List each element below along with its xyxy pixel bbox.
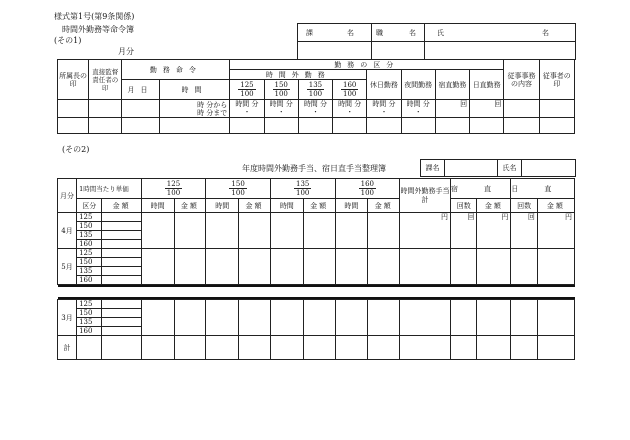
- omission-gap: [58, 287, 575, 297]
- col-time: 時間: [159, 80, 230, 100]
- ledger-name-box: [420, 159, 576, 177]
- col-overtime-total: 時間外勤務手当計: [400, 179, 451, 213]
- rate-135: $\frac{135}{100}$: [298, 80, 332, 100]
- rate2-135: $\frac{135}{100}$: [270, 179, 335, 199]
- ledger-title: 年度時間外勤務手当、宿日直手当整理簿: [242, 164, 386, 173]
- form-number: 様式第1号(第9条関係): [54, 12, 135, 21]
- info-box: [297, 23, 576, 60]
- part2-label: (その2): [62, 145, 90, 154]
- month-label: 月分: [118, 47, 134, 56]
- night-cell[interactable]: 時間 分 ・: [401, 100, 435, 118]
- rate2-150: $\frac{150}{100}$: [206, 179, 271, 199]
- month-april: 4月: [58, 213, 77, 249]
- rate2-125: $\frac{125}{100}$: [141, 179, 206, 199]
- rate-125: $\frac{125}{100}$: [230, 80, 264, 100]
- info-ka-value[interactable]: [298, 42, 372, 60]
- month-march: 3月: [58, 300, 77, 336]
- ot125-cell[interactable]: 時間 分 ・: [230, 100, 264, 118]
- worker-stamp-cell[interactable]: [539, 100, 574, 118]
- col-shuku: 宿直勤務: [435, 70, 469, 100]
- kamei-value[interactable]: [445, 160, 498, 177]
- info-ka: 課 名: [298, 24, 372, 42]
- col-content: 従事事務の内容: [504, 60, 539, 100]
- info-shoku: 職 名: [372, 24, 425, 42]
- holiday-cell[interactable]: 時間 分 ・: [367, 100, 401, 118]
- info-name-value[interactable]: [425, 42, 576, 60]
- col-shuku: 宿直: [450, 179, 510, 199]
- date-cell[interactable]: [122, 100, 159, 118]
- col-supervisor-stamp: 直接監督責任者の印: [89, 60, 122, 100]
- col-worker-stamp: 従事者の印: [539, 60, 574, 100]
- form-title: 時間外勤務等命令簿: [62, 25, 134, 34]
- rate-160: $\frac{160}{100}$: [333, 80, 367, 100]
- rate-150: $\frac{150}{100}$: [264, 80, 298, 100]
- part1-label: (その1): [54, 36, 82, 45]
- shimei-value[interactable]: [522, 160, 576, 177]
- col-dept-stamp: 所属長の印: [58, 60, 89, 100]
- col-work-class: 勤務の区分: [230, 60, 504, 70]
- total-label: 計: [58, 336, 77, 360]
- col-kingaku: 金額: [102, 199, 141, 213]
- col-kubun: 区分: [77, 199, 102, 213]
- col-night: 夜間勤務: [401, 70, 435, 100]
- month-may: 5月: [58, 249, 77, 285]
- col-order: 勤務命令: [122, 60, 230, 80]
- shimei-label: 氏名: [498, 160, 522, 177]
- info-shoku-value[interactable]: [372, 42, 425, 60]
- shuku-cell[interactable]: 回: [435, 100, 469, 118]
- ot150-cell[interactable]: 時間 分 ・: [264, 100, 298, 118]
- time-range-cell[interactable]: 時 分から 時 分まで: [159, 100, 230, 118]
- col-month: 月分: [58, 179, 77, 213]
- col-nichi: 日直勤務: [470, 70, 504, 100]
- info-shi: 氏 名: [425, 24, 576, 42]
- order-table: [57, 59, 575, 134]
- dept-stamp-cell[interactable]: [58, 100, 89, 118]
- col-overtime: 時間外勤務: [230, 70, 367, 80]
- rate2-160: $\frac{160}{100}$: [335, 179, 400, 199]
- kamei-label: 課名: [421, 160, 445, 177]
- ledger-table: 月分 1時間当たり単価 $\frac{125}{100}$ $\frac{150}{100}$ $\frac{135}{100}$ $\frac{160}{100}$ 時間外勤務手当計 宿直 日直 区分 金額 時間 金額 時間 金額 時間 金額 時間 金額 回数 金額 回数 金額 4月 125 円 回 円 回 円 150 135 160 5月 125 150 135 160 3月 125 150 135 160 計: [57, 178, 575, 360]
- col-holiday: 休日勤務: [367, 70, 401, 100]
- col-nichi: 日直: [511, 179, 575, 199]
- content-cell[interactable]: [504, 100, 539, 118]
- nichi-cell[interactable]: 回: [470, 100, 504, 118]
- ot135-cell[interactable]: 時間 分 ・: [298, 100, 332, 118]
- ot160-cell[interactable]: 時間 分 ・: [333, 100, 367, 118]
- col-unit-price: 1時間当たり単価: [77, 179, 142, 199]
- col-date: 月日: [122, 80, 159, 100]
- supervisor-stamp-cell[interactable]: [89, 100, 122, 118]
